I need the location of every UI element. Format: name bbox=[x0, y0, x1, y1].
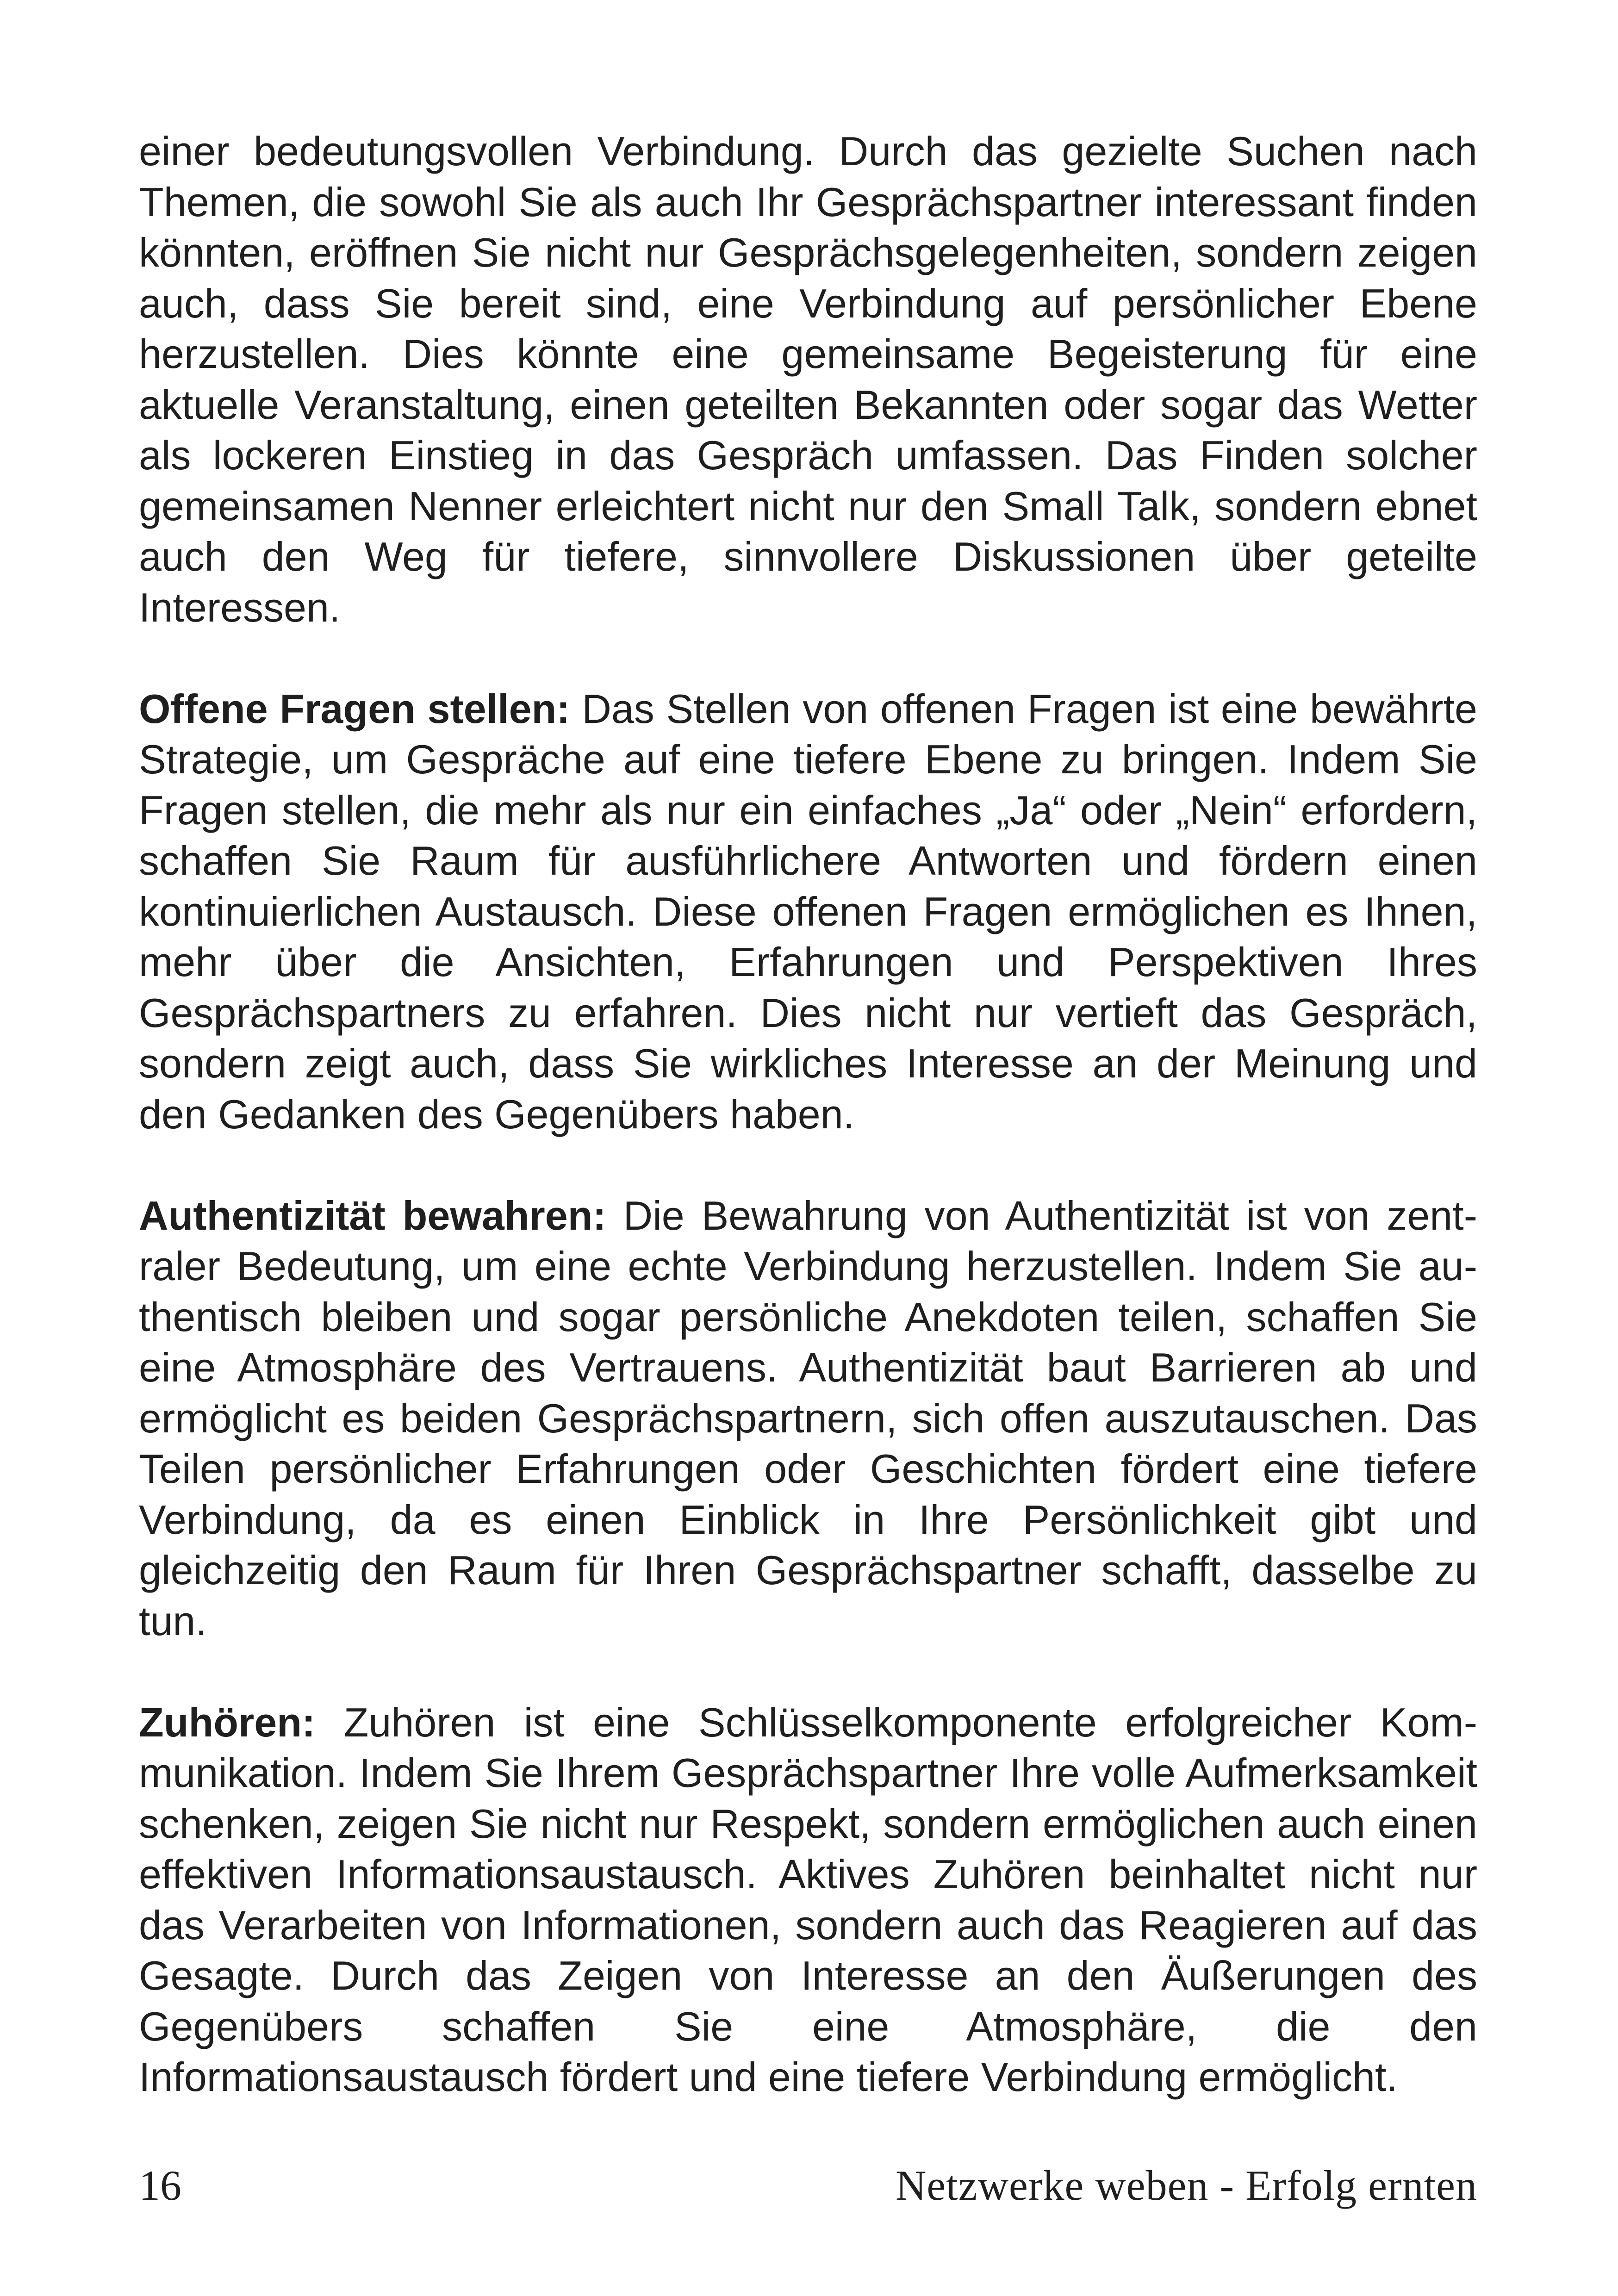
page-number: 16 bbox=[139, 2162, 181, 2209]
body-text bbox=[139, 126, 1477, 2103]
paragraph-heading: Offene Fragen stellen: bbox=[139, 685, 570, 732]
paragraph-text: einer bedeutungsvollen Verbindung. Durch das gezielte Suchen nach Themen, die sowohl Sie als auch Ihr Gesprächspartner interessant finden könnten, eröffnen Sie nicht nur Gesprächsgelegenheiten, sondern zeigen auch, dass Sie bereit sind, eine Verbindung auf persönlicher Ebene herzustellen. Dies könnte eine gemeinsame Begeisterung für eine aktuelle Veranstaltung, einen geteilten Bekannten oder sogar das Wetter als lockeren Einstieg in das Gespräch umfassen. Das Finden solcher gemeinsamen Nenner erleichtert nicht nur den Small Talk, sondern ebnet auch den Weg für tiefere, sinnvollere Diskussionen über geteilte Interessen. bbox=[139, 128, 1477, 630]
paragraph-continuation bbox=[139, 126, 1477, 633]
paragraph-zuhoeren bbox=[139, 1697, 1477, 2103]
paragraph-offene-fragen bbox=[139, 684, 1477, 1140]
paragraph-authentizitaet bbox=[139, 1190, 1477, 1647]
page-footer bbox=[139, 2158, 1477, 2213]
paragraph-text: Das Stellen von offenen Fragen ist eine bewährte Strategie, um Gespräche auf eine tiefere Ebene zu bringen. Indem Sie Fragen stellen, die mehr als nur ein einfaches „Ja“ oder „Nein“ erfordern, schaffen Sie Raum für ausführlichere Antworten und fördern einen kontinuierlichen Austausch. Diese offenen Fragen ermöglichen es Ihnen, mehr über die Ansichten, Erfahrungen und Perspektiven Ihres Gesprächspartners zu erfahren. Dies nicht nur vertieft das Gespräch, sondern zeigt auch, dass Sie wirkliches Interesse an der Meinung und den Gedanken des Gegenübers haben. bbox=[139, 685, 1477, 1137]
paragraph-text: Zuhören ist eine Schlüsselkomponente erfolgreicher Kommunikation. Indem Sie Ihrem Gesprächspartner Ihre volle Aufmerksamkeit schenken, zeigen Sie nicht nur Respekt, sondern ermöglichen auch einen effektiven Informationsaustausch. Aktives Zuhören beinhaltet nicht nur das Verarbeiten von Informationen, sondern auch das Reagieren auf das Gesagte. Durch das Zeigen von Interesse an den Äußerungen des Gegenübers schaffen Sie eine Atmosphäre, die den Informationsaustausch fördert und eine tiefere Verbindung ermöglicht. bbox=[139, 1699, 1477, 2100]
paragraph-heading: Authentizität bewahren: bbox=[139, 1192, 606, 1238]
running-title: Netzwerke weben - Erfolg ernten bbox=[895, 2162, 1477, 2209]
paragraph-text: Die Bewahrung von Authentizität ist von zentraler Bedeutung, um eine echte Verbindung herzustellen. Indem Sie authentisch bleiben und sogar persönliche Anekdoten teilen, schaffen Sie eine Atmosphäre des Vertrauens. Authentizität baut Barrieren ab und ermöglicht es beiden Gesprächspartnern, sich offen auszutauschen. Das Teilen persönlicher Erfahrungen oder Geschichten fördert eine tiefere Verbindung, da es einen Einblick in Ihre Persönlichkeit gibt und gleichzeitig den Raum für Ihren Gesprächspartner schafft, dasselbe zu tun. bbox=[139, 1192, 1477, 1644]
paragraph-heading: Zuhören: bbox=[139, 1699, 316, 1745]
